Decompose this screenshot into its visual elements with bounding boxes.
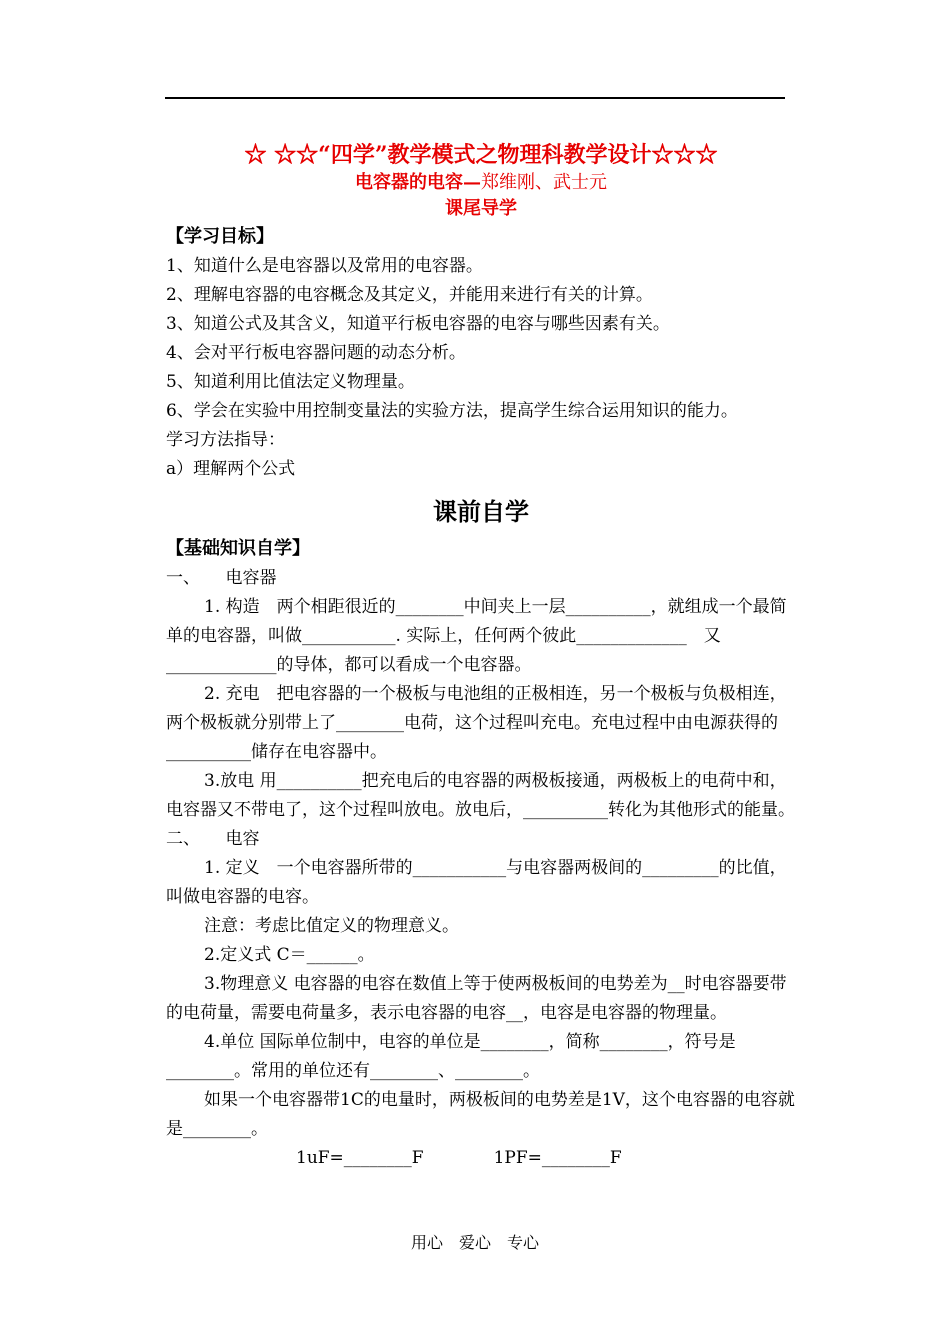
goal-item: 4、会对平行板电容器问题的动态分析。 bbox=[166, 343, 466, 363]
subtitle-lesson: 电容器的电容— bbox=[355, 172, 481, 193]
note-text: 注意：考虑比值定义的物理意义。 bbox=[204, 916, 459, 936]
goal-item: 6、学会在实验中用控制变量法的实验方法，提高学生综合运用知识的能力。 bbox=[166, 401, 738, 421]
goals-heading: 【学习目标】 bbox=[166, 226, 274, 247]
paragraph-meaning: 3.物理意义 电容器的电容在数值上等于使两极板间的电势差为__时电容器要带的电荷量，需要电荷量多，表示电容器的电容__，电容是电容器的物理量。 bbox=[166, 974, 787, 1023]
paragraph-discharging: 3.放电 用__________把充电后的电容器的两极板接通，两极板上的电荷中和，电容器又不带电了，这个过程叫放电。放电后，__________转化为其他形式的能量。 bbox=[166, 771, 795, 820]
document-subtitle-2: 课尾导学 bbox=[445, 198, 517, 219]
goal-item: 5、知道利用比值法定义物理量。 bbox=[166, 372, 415, 392]
paragraph-definition: 1. 定义 一个电容器所带的___________与电容器两极间的_________的比值，叫做电容器的电容。 bbox=[166, 858, 787, 907]
subtitle-authors: 郑维刚、武士元 bbox=[481, 172, 607, 193]
method-item: a）理解两个公式 bbox=[166, 459, 296, 479]
paragraph-formula: 2.定义式 C＝______。 bbox=[204, 945, 375, 965]
conversion-pf: 1PF=________F bbox=[493, 1148, 622, 1168]
document-subtitle bbox=[166, 170, 796, 196]
self-study-title: 课前自学 bbox=[433, 497, 529, 526]
conversion-uf: 1uF=________F bbox=[296, 1148, 424, 1168]
paragraph-structure: 1. 构造 两个相距很近的________中间夹上一层__________，就组成一个最简单的电容器，叫做___________. 实际上，任何两个彼此_____________ 又_____________的导体，都可以看成一个电容器。 bbox=[166, 597, 787, 675]
goal-item: 2、理解电容器的电容概念及其定义，并能用来进行有关的计算。 bbox=[166, 285, 653, 305]
goal-item: 1、知道什么是电容器以及常用的电容器。 bbox=[166, 256, 483, 276]
paragraph-unit: 4.单位 国际单位制中，电容的单位是________，简称________，符号是________。常用的单位还有________、________。 bbox=[166, 1032, 736, 1081]
document-title: ☆ ☆☆“四学”教学模式之物理科教学设计☆☆☆ bbox=[244, 142, 718, 168]
basic-knowledge-heading: 【基础知识自学】 bbox=[166, 538, 310, 559]
unit-conversion-row bbox=[166, 1144, 796, 1173]
header-rule bbox=[165, 97, 785, 99]
paragraph-example: 如果一个电容器带1C的电量时，两极板间的电势差是1V，这个电容器的电容就是________。 bbox=[166, 1090, 795, 1139]
part1-title: 一、 电容器 bbox=[166, 568, 277, 588]
goal-item: 3、知道公式及其含义，知道平行板电容器的电容与哪些因素有关。 bbox=[166, 314, 670, 334]
paragraph-charging: 2. 充电 把电容器的一个极板与电池组的正极相连，另一个极板与负极相连，两个极板就分别带上了________电荷，这个过程叫充电。充电过程中由电源获得的__________储存在电容器中。 bbox=[166, 684, 787, 762]
document-page bbox=[166, 130, 796, 1173]
page-footer: 用心 爱心 专心 bbox=[410, 1233, 539, 1252]
part2-title: 二、 电容 bbox=[166, 829, 260, 849]
method-heading: 学习方法指导： bbox=[166, 430, 285, 450]
